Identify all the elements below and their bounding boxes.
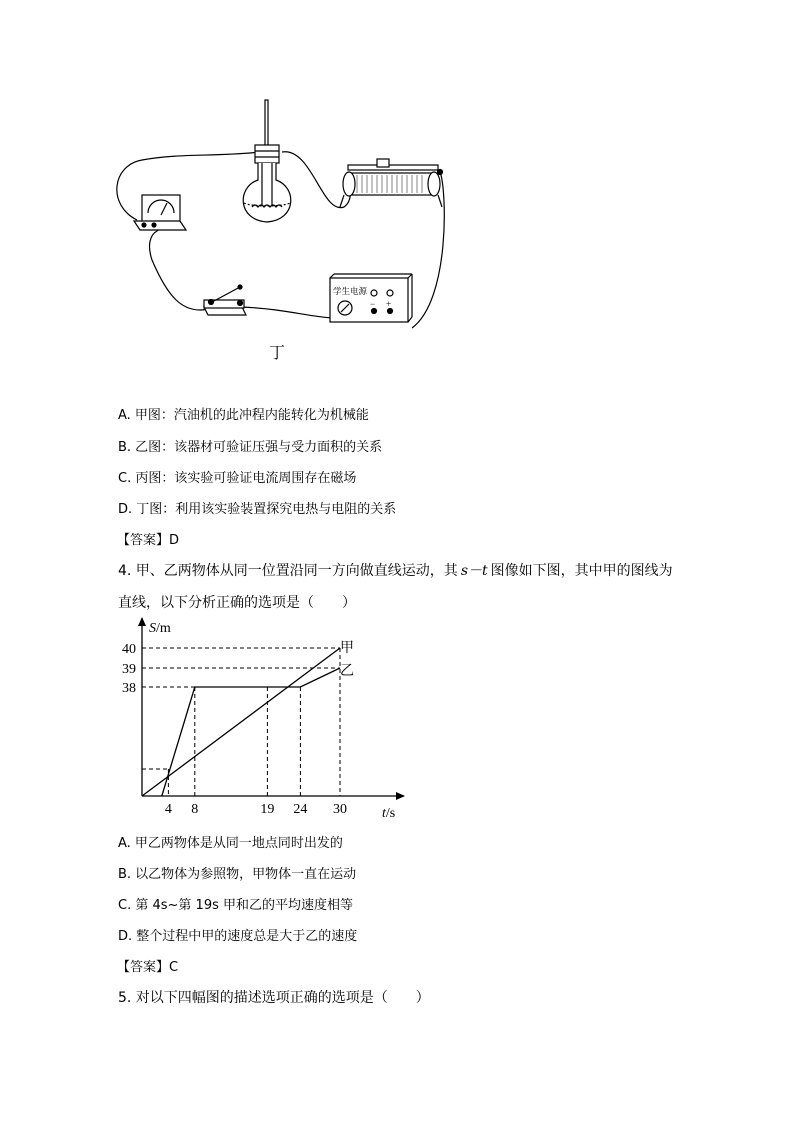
ammeter-icon [134, 195, 186, 230]
power-supply-icon [330, 274, 412, 322]
y-axis-label [149, 621, 171, 636]
rheostat-icon [340, 159, 443, 207]
series-label-yi: 乙 [340, 664, 354, 679]
power-supply-label: 学生电源 [333, 286, 368, 296]
wire [282, 152, 350, 208]
power-minus-label: − [370, 299, 376, 309]
wire [150, 231, 209, 310]
q3-option-c: C. 丙图：该实验可验证电流周围存在磁场 [118, 471, 357, 486]
y-tick-label: 38 [122, 681, 136, 696]
y-axis-unit: /m [156, 621, 171, 636]
q4-stem-part1: 4. 甲、乙两物体从同一位置沿同一方向做直线运动，其 [118, 563, 458, 579]
q5-stem: 5. 对以下四幅图的描述选项正确的选项是（ ） [118, 990, 430, 1006]
q3-answer: 【答案】D [117, 533, 180, 548]
q4-option-d: D. 整个过程中甲的速度总是大于乙的速度 [118, 929, 358, 944]
y-tick-label: 39 [122, 662, 136, 677]
q4-option-b: B. 以乙物体为参照物，甲物体一直在运动 [118, 867, 357, 882]
switch-icon [204, 285, 246, 315]
x-tick-label: 19 [260, 802, 275, 817]
flask-icon [243, 100, 291, 222]
q4-option-a: A. 甲乙两物体是从同一地点同时出发的 [118, 836, 343, 851]
x-tick-label: 8 [191, 802, 199, 817]
x-tick-label: 24 [293, 802, 308, 817]
x-axis-var: t [382, 806, 386, 821]
x-tick-label: 30 [333, 802, 347, 817]
q4-stem-line1 [118, 560, 673, 580]
q4-stem-math: s－t [460, 563, 488, 579]
q3-option-b: B. 乙图：该器材可验证压强与受力面积的关系 [118, 440, 383, 455]
circuit-diagram [112, 95, 462, 370]
q3-option-d: D. 丁图：利用该实验装置探究电热与电阻的关系 [118, 502, 397, 517]
y-axis-var: S [149, 621, 156, 636]
st-chart [112, 615, 422, 827]
y-tick-label: 40 [122, 642, 136, 657]
series-line-1 [162, 668, 340, 796]
power-plus-label: + [386, 299, 392, 309]
q4-stem-part2: 图像如下图，其中甲的图线为 [490, 563, 673, 579]
q4-option-c: C. 第 4s~第 19s 甲和乙的平均速度相等 [118, 898, 353, 913]
q4-stem-line2: 直线，以下分析正确的选项是（ ） [118, 595, 356, 611]
figure-caption: 丁 [269, 345, 286, 362]
wire [117, 152, 260, 220]
x-axis-label [382, 806, 395, 821]
series-line-0 [142, 648, 340, 796]
x-tick-label: 4 [164, 802, 172, 817]
q3-option-a: A. 甲图：汽油机的此冲程内能转化为机械能 [118, 408, 369, 423]
x-axis-unit: /s [385, 806, 396, 821]
series-label-jia: 甲 [340, 641, 354, 656]
q4-answer: 【答案】C [117, 960, 179, 975]
